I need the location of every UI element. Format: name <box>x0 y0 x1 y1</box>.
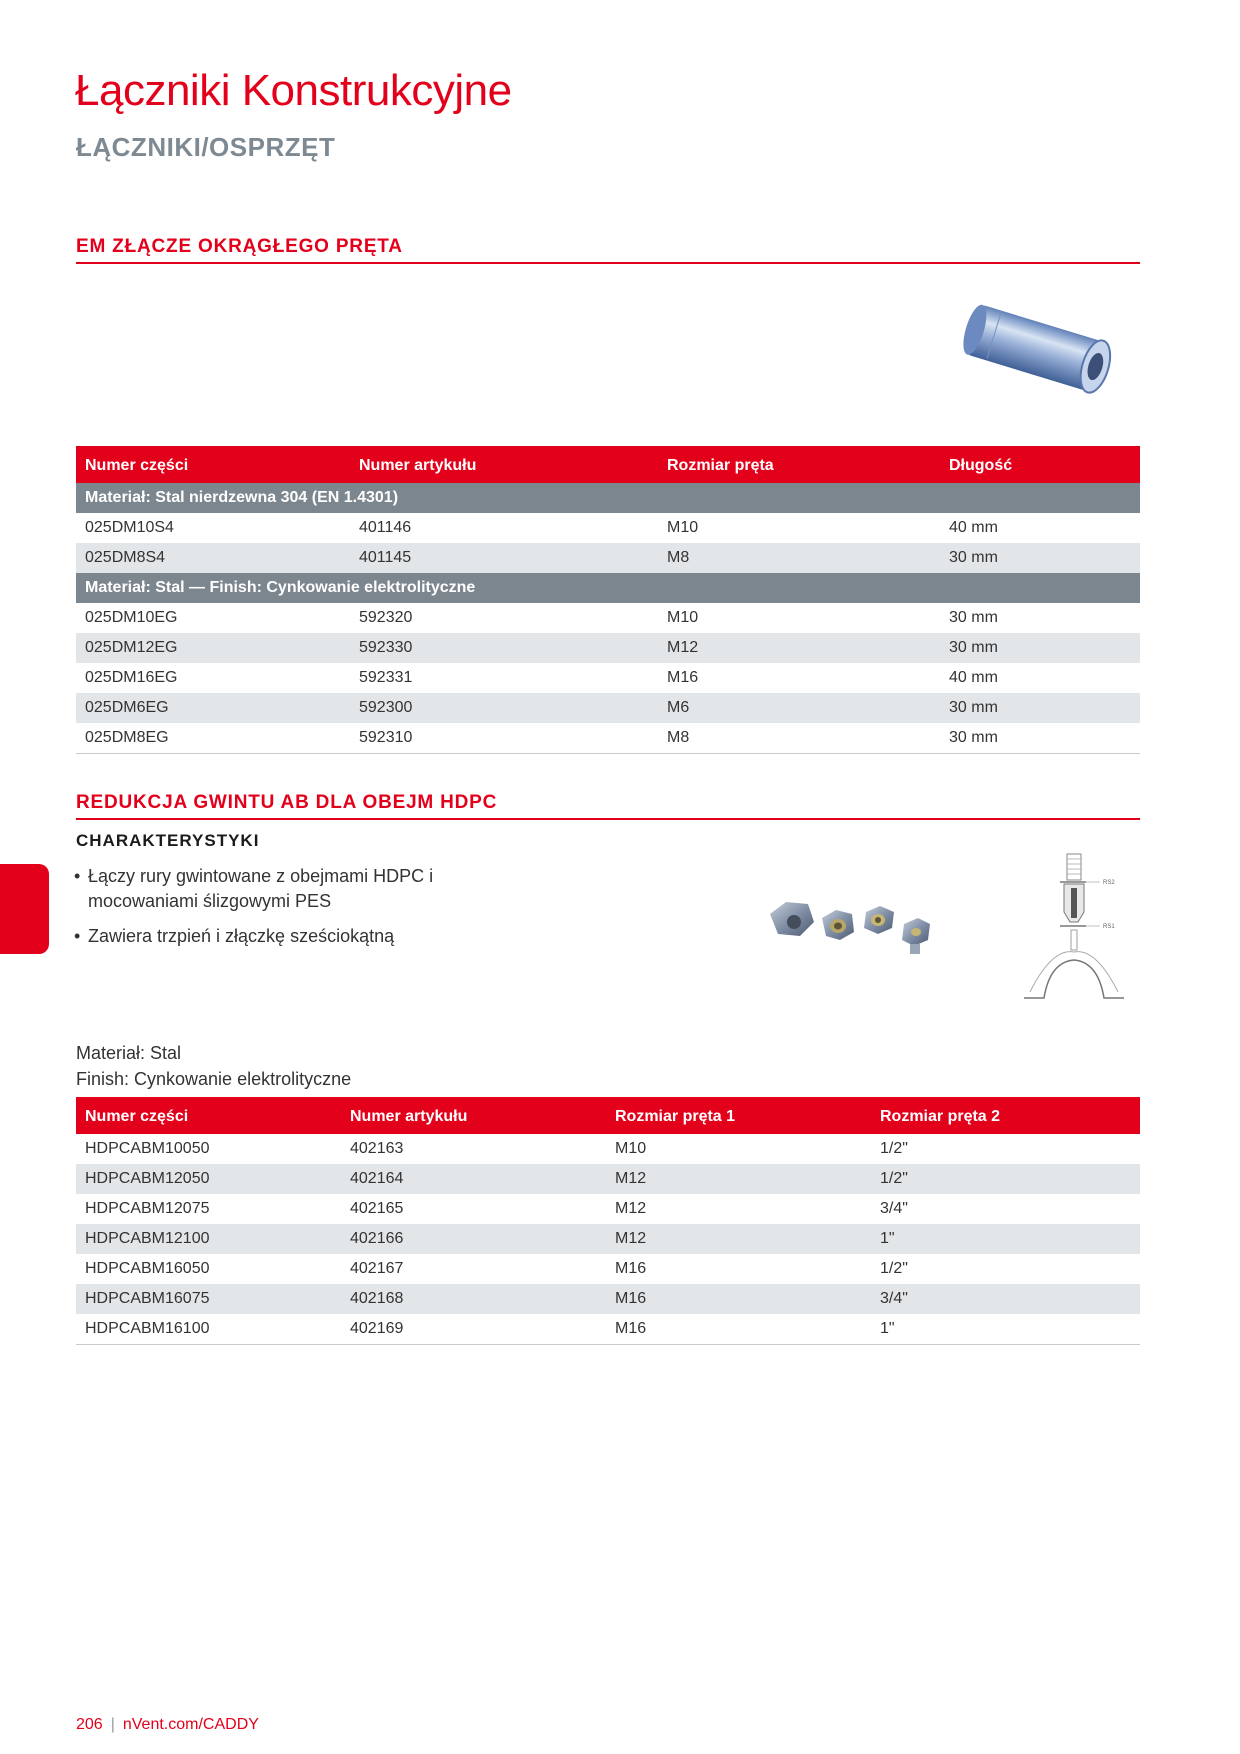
table-row <box>76 1224 1140 1254</box>
length: 30 mm <box>940 723 1140 754</box>
page-title: Łączniki Konstrukcyjne <box>75 66 512 115</box>
features-heading: CHARAKTERYSTYKI <box>76 831 260 850</box>
material-group-row <box>76 573 1140 603</box>
part-number: HDPCABM12075 <box>85 1200 210 1217</box>
table-header-row <box>76 1097 1140 1134</box>
reducer-table <box>76 1097 1140 1345</box>
rod-size-1: M16 <box>606 1314 871 1345</box>
part-number: 025DM6EG <box>76 693 350 723</box>
article-number: 401145 <box>350 543 658 573</box>
rod-size: M16 <box>667 669 699 686</box>
rod-size-1: M16 <box>615 1260 647 1277</box>
part-number: 025DM12EG <box>76 633 350 663</box>
part-number: 025DM8EG <box>76 723 350 754</box>
part-number: HDPCABM16100 <box>76 1314 341 1345</box>
part-number: HDPCABM16050 <box>85 1260 210 1277</box>
rod-size-2: 1" <box>871 1224 1140 1254</box>
part-number: 025DM16EG <box>85 669 178 686</box>
rod-size-2: 3/4" <box>871 1284 1140 1314</box>
footer-separator: | <box>110 1716 115 1733</box>
rod-coupler-image <box>952 289 1124 409</box>
rs1-label: RS1 <box>1103 924 1115 930</box>
table-row <box>76 1134 1140 1164</box>
column-header: Numer artykułu <box>341 1097 606 1134</box>
length: 30 mm <box>940 693 1140 723</box>
article-number: 401146 <box>359 519 412 536</box>
column-header: Numer części <box>76 446 350 483</box>
article-number: 592331 <box>359 669 413 686</box>
length: 30 mm <box>940 543 1140 573</box>
hex-reducer-image <box>764 896 944 960</box>
rod-size-2: 3/4" <box>880 1200 908 1217</box>
table-header-row <box>76 446 1140 483</box>
table-row <box>76 633 1140 663</box>
rod-size: M12 <box>658 633 940 663</box>
section-title-reducer: REDUKCJA GWINTU AB DLA OBEJM HDPC <box>76 792 498 813</box>
length: 40 mm <box>949 669 998 686</box>
chapter-tab <box>0 864 49 954</box>
article-number: 402166 <box>341 1224 606 1254</box>
table-row <box>76 1194 1140 1224</box>
material-label: Materiał: Stal nierdzewna 304 (EN 1.4301) <box>76 483 1140 513</box>
table-row <box>76 663 1140 693</box>
page-subtitle: ŁĄCZNIKI/OSPRZĘT <box>76 132 336 162</box>
rod-size: M10 <box>667 519 699 536</box>
material-line: Materiał: Stal <box>76 1043 182 1063</box>
column-header: Rozmiar pręta 1 <box>606 1097 871 1134</box>
rod-size-2: 1/2" <box>880 1260 908 1277</box>
length: 40 mm <box>949 519 998 536</box>
column-header: Numer artykułu <box>350 446 658 483</box>
rod-size-1: M16 <box>606 1284 871 1314</box>
column-header: Rozmiar pręta <box>658 446 940 483</box>
part-number: HDPCABM16075 <box>76 1284 341 1314</box>
features-list <box>74 864 494 959</box>
length: 30 mm <box>940 633 1140 663</box>
rod-size-1: M10 <box>615 1140 647 1157</box>
article-number: 592330 <box>350 633 658 663</box>
material-info <box>76 1040 351 1092</box>
article-number: 402164 <box>341 1164 606 1194</box>
coupler-table <box>76 446 1140 754</box>
table-row <box>76 513 1140 543</box>
material-group-row <box>76 483 1140 513</box>
rod-size: M10 <box>667 609 699 626</box>
table-row <box>76 1164 1140 1194</box>
page-footer <box>76 1716 259 1734</box>
feature-item: • Zawiera trzpień i złączkę sześciokątną <box>74 924 494 949</box>
article-number: 592320 <box>359 609 413 626</box>
rs2-label: RS2 <box>1103 880 1115 886</box>
part-number: HDPCABM12100 <box>76 1224 341 1254</box>
table-row <box>76 543 1140 573</box>
material-label: Materiał: Stal — Finish: Cynkowanie elektrolityczne <box>76 573 1140 603</box>
section-divider <box>76 262 1140 264</box>
rod-size-2: 1/2" <box>880 1140 908 1157</box>
section-title-coupler: EM ZŁĄCZE OKRĄGŁEGO PRĘTA <box>76 236 403 257</box>
article-number: 402168 <box>341 1284 606 1314</box>
table-row <box>76 723 1140 754</box>
rod-size: M6 <box>658 693 940 723</box>
part-number: HDPCABM12050 <box>76 1164 341 1194</box>
column-header: Długość <box>940 446 1140 483</box>
page-number: 206 <box>76 1716 103 1733</box>
rod-size: M8 <box>658 723 940 754</box>
table-row <box>76 1254 1140 1284</box>
footer-url[interactable]: nVent.com/CADDY <box>122 1716 259 1733</box>
rod-size: M8 <box>658 543 940 573</box>
length: 30 mm <box>949 609 998 626</box>
part-number: 025DM10EG <box>85 609 178 626</box>
table-row <box>76 1284 1140 1314</box>
table-row <box>76 1314 1140 1345</box>
feature-item: • Łączy rury gwintowane z obejmami HDPC i mocowaniami ślizgowymi PES <box>74 864 494 914</box>
rod-size-1: M12 <box>606 1164 871 1194</box>
article-number: 402163 <box>350 1140 404 1157</box>
article-number: 402169 <box>341 1314 606 1345</box>
column-header: Rozmiar pręta 2 <box>871 1097 1140 1134</box>
article-number: 592310 <box>350 723 658 754</box>
article-number: 402165 <box>350 1200 404 1217</box>
rod-size-2: 1" <box>871 1314 1140 1345</box>
rod-size-2: 1/2" <box>871 1164 1140 1194</box>
column-header: Numer części <box>76 1097 341 1134</box>
article-number: 592300 <box>350 693 658 723</box>
finish-line: Finish: Cynkowanie elektrolityczne <box>76 1069 352 1089</box>
part-number: HDPCABM10050 <box>85 1140 210 1157</box>
table-row <box>76 693 1140 723</box>
article-number: 402167 <box>350 1260 404 1277</box>
reducer-installation-diagram <box>1020 852 1130 1004</box>
section-divider <box>76 818 1140 820</box>
table-row <box>76 603 1140 633</box>
part-number: 025DM10S4 <box>85 519 174 536</box>
part-number: 025DM8S4 <box>76 543 350 573</box>
rod-size-1: M12 <box>606 1224 871 1254</box>
rod-size-1: M12 <box>615 1200 647 1217</box>
